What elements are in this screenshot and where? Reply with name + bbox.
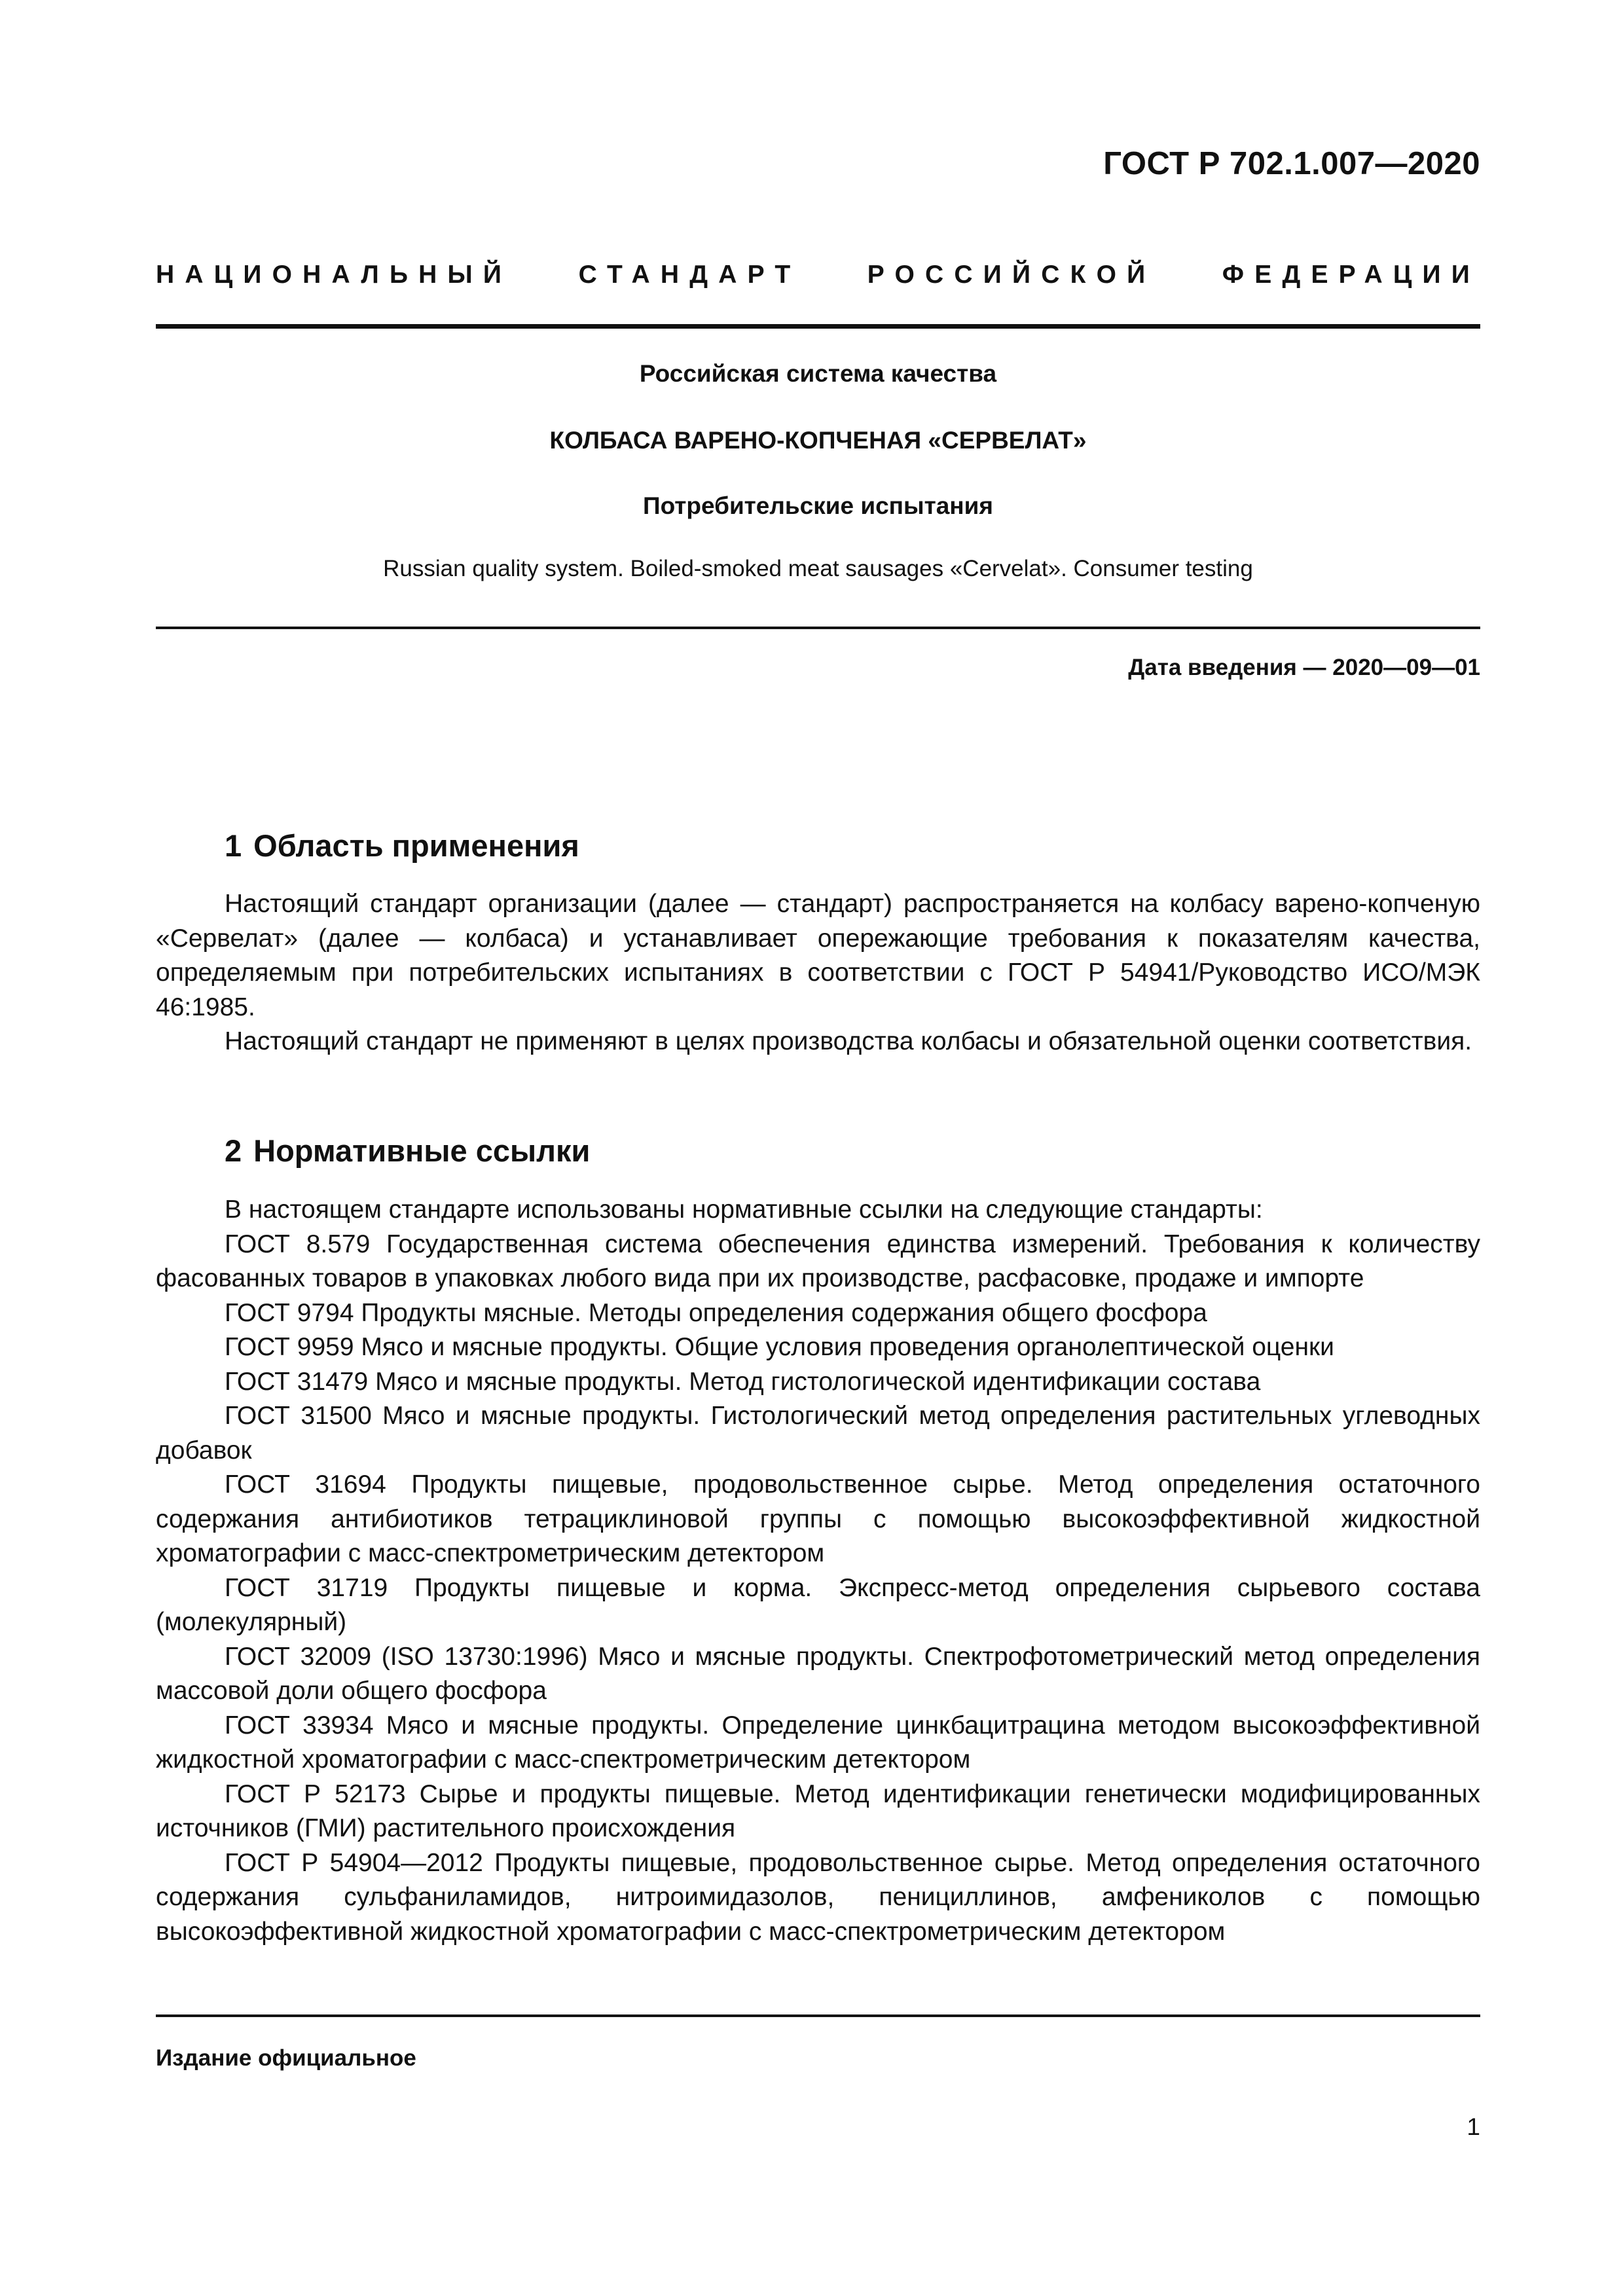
paragraph: Настоящий стандарт не применяют в целях производства колбасы и обязательной оценки соответствия.: [225, 1027, 1472, 1055]
document-title: КОЛБАСА ВАРЕНО-КОПЧЕНАЯ «СЕРВЕЛАТ»: [549, 427, 1087, 454]
section-2-heading: [225, 1133, 590, 1169]
section-1-heading: [225, 828, 579, 864]
reference-item: ГОСТ 31694 Продукты пищевые, продовольственное сырье. Метод определения остаточного содержания антибиотиков тетрациклиновой группы с помощью высокоэффективной жидкостной хроматографии с масс-спектрометрическим детектором: [156, 1470, 1480, 1567]
document-code: ГОСТ Р 702.1.007—2020: [1103, 146, 1480, 181]
document-subtitle: Потребительские испытания: [643, 492, 993, 519]
title-rule: [156, 627, 1480, 629]
section-title: Нормативные ссылки: [253, 1133, 591, 1168]
reference-item: ГОСТ Р 54904—2012 Продукты пищевые, продовольственное сырье. Метод определения остаточного содержания сульфаниламидов, нитроимидазолов, пенициллинов, амфениколов с помощью высокоэффективной жидкостной хроматографии с масс-спектрометрическим детектором: [156, 1848, 1480, 1946]
section-1-body: [156, 887, 1480, 1059]
footer-rule: [156, 2014, 1480, 2017]
reference-item: ГОСТ 33934 Мясо и мясные продукты. Определение цинкбацитрацина методом высокоэффективной жидкостной хроматографии с масс-спектрометрическим детектором: [156, 1711, 1480, 1774]
reference-item: ГОСТ 9959 Мясо и мясные продукты. Общие условия проведения органолептической оценки: [225, 1333, 1334, 1361]
reference-item: ГОСТ 9794 Продукты мясные. Методы определения содержания общего фосфора: [225, 1298, 1207, 1327]
header-rule: [156, 324, 1480, 329]
page-number: 1: [1467, 2113, 1480, 2140]
reference-item: ГОСТ 32009 (ISO 13730:1996) Мясо и мясные продукты. Спектрофотометрический метод определения массовой доли общего фосфора: [156, 1642, 1480, 1705]
section-title: Область применения: [253, 828, 579, 863]
reference-item: ГОСТ Р 52173 Сырье и продукты пищевые. Метод идентификации генетически модифицированных источников (ГМИ) растительного происхождения: [156, 1779, 1480, 1842]
national-standard-heading: НАЦИОНАЛЬНЫЙ СТАНДАРТ РОССИЙСКОЙ ФЕДЕРАЦИИ: [156, 261, 1480, 289]
reference-item: ГОСТ 31719 Продукты пищевые и корма. Экспресс-метод определения сырьевого состава (молекулярный): [156, 1573, 1480, 1636]
english-title: Russian quality system. Boiled-smoked meat sausages «Cervelat». Consumer testing: [383, 556, 1253, 581]
paragraph: Настоящий стандарт организации (далее — стандарт) распространяется на колбасу варено-копченую «Сервелат» (далее — колбаса) и устанавливает опережающие требования к показателям качества, определяемым при потребительских испытаниях в соответствии с ГОСТ Р 54941/Руководство ИСО/МЭК 46:1985.: [156, 890, 1480, 1021]
reference-item: ГОСТ 31500 Мясо и мясные продукты. Гистологический метод определения растительных углеводных добавок: [156, 1402, 1480, 1465]
quality-system-title: Российская система качества: [639, 360, 997, 387]
section-2-body: [156, 1193, 1480, 1949]
official-edition-label: Издание официальное: [156, 2045, 416, 2071]
reference-item: ГОСТ 31479 Мясо и мясные продукты. Метод гистологической идентификации состава: [225, 1367, 1261, 1396]
introduction-date: Дата введения — 2020—09—01: [1128, 655, 1480, 680]
paragraph: В настоящем стандарте использованы нормативные ссылки на следующие стандарты:: [225, 1195, 1263, 1224]
reference-item: ГОСТ 8.579 Государственная система обеспечения единства измерений. Требования к количеству фасованных товаров в упаковках любого вида при их производстве, расфасовке, продаже и импорте: [156, 1230, 1480, 1292]
section-number: 2: [225, 1133, 242, 1168]
section-number: 1: [225, 828, 242, 863]
